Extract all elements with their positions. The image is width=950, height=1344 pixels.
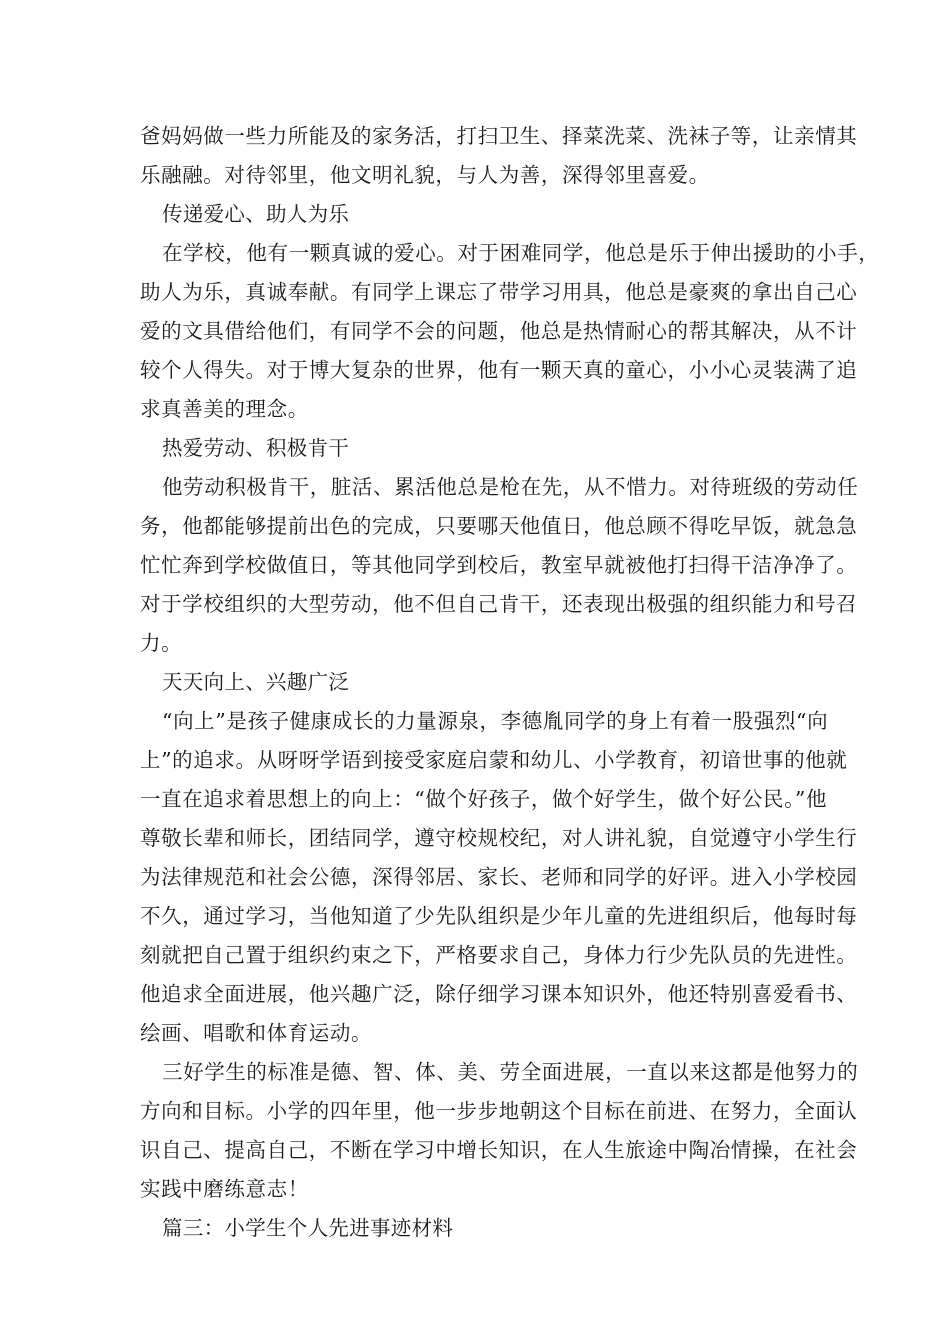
paragraph-line: 三好学生的标准是德、智、体、美、劳全面进展，一直以来这都是他努力的 (162, 1060, 859, 1084)
paragraph-line: 务，他都能够提前出色的完成，只要哪天他值日，他总顾不得吃早饭，就急急 (140, 514, 858, 538)
paragraph-line: 求真善美的理念。 (140, 397, 309, 421)
paragraph-line: 爱的文具借给他们，有同学不会的问题，他总是热情耐心的帮其解决，从不计 (140, 319, 858, 343)
paragraph-line: 为法律规范和社会公德，深得邻居、家长、老师和同学的好评。进入小学校园 (140, 865, 858, 889)
paragraph-line: 他追求全面进展，他兴趣广泛，除仔细学习课本知识外，他还特别喜爱看书、 (140, 982, 858, 1006)
paragraph-line: 方向和目标。小学的四年里，他一步步地朝这个目标在前进、在努力，全面认 (140, 1099, 858, 1123)
paragraph-line: “向上”是孩子健康成长的力量源泉，李德胤同学的身上有着一股强烈“向 (162, 709, 829, 733)
paragraph-line: 对于学校组织的大型劳动，他不但自己肯干，还表现出极强的组织能力和号召 (140, 592, 858, 616)
section-heading: 传递爱心、助人为乐 (162, 202, 350, 226)
paragraph-line: 他劳动积极肯干，脏活、累活他总是枪在先，从不惜力。对待班级的劳动任 (162, 475, 859, 499)
paragraph-line: 助人为乐，真诚奉献。有同学上课忘了带学习用具，他总是豪爽的拿出自己心 (140, 280, 858, 304)
section-heading: 天天向上、兴趣广泛 (162, 670, 350, 694)
paragraph-line: 不久，通过学习，当他知道了少先队组织是少年儿童的先进组织后，他每时每 (140, 904, 858, 928)
paragraph-line: 爸妈妈做一些力所能及的家务活，打扫卫生、择菜洗菜、洗袜子等，让亲情其 (140, 124, 858, 148)
paragraph-line: 实践中磨练意志！ (140, 1177, 309, 1201)
paragraph-line: 尊敬长辈和师长，团结同学，遵守校规校纪，对人讲礼貌，自觉遵守小学生行 (140, 826, 858, 850)
paragraph-line: 力。 (140, 631, 183, 655)
section-heading: 热爱劳动、积极肯干 (162, 436, 350, 460)
paragraph-line: 忙忙奔到学校做值日，等其他同学到校后，教室早就被他打扫得干洁净净了。 (140, 553, 858, 577)
paragraph-line: 识自己、提高自己，不断在学习中增长知识，在人生旅途中陶冶情操，在社会 (140, 1138, 858, 1162)
paragraph-line: 刻就把自己置于组织约束之下，严格要求自己，身体力行少先队员的先进性。 (140, 943, 858, 967)
paragraph-line: 在学校，他有一颗真诚的爱心。对于困难同学，他总是乐于伸出援助的小手， (162, 241, 880, 265)
paragraph-line: 一直在追求着思想上的向上：“做个好孩子，做个好学生，做个好公民。”他 (140, 787, 828, 811)
paragraph-line: 绘画、唱歌和体育运动。 (140, 1021, 373, 1045)
paragraph-line: 乐融融。对待邻里，他文明礼貌，与人为善，深得邻里喜爱。 (140, 163, 710, 187)
paragraph-line: 上”的追求。从呀呀学语到接受家庭启蒙和幼儿、小学教育，初谙世事的他就 (140, 748, 848, 772)
section-heading: 篇三：小学生个人先进事迹材料 (162, 1216, 454, 1240)
paragraph-line: 较个人得失。对于博大复杂的世界，他有一颗天真的童心，小小心灵装满了追 (140, 358, 858, 382)
